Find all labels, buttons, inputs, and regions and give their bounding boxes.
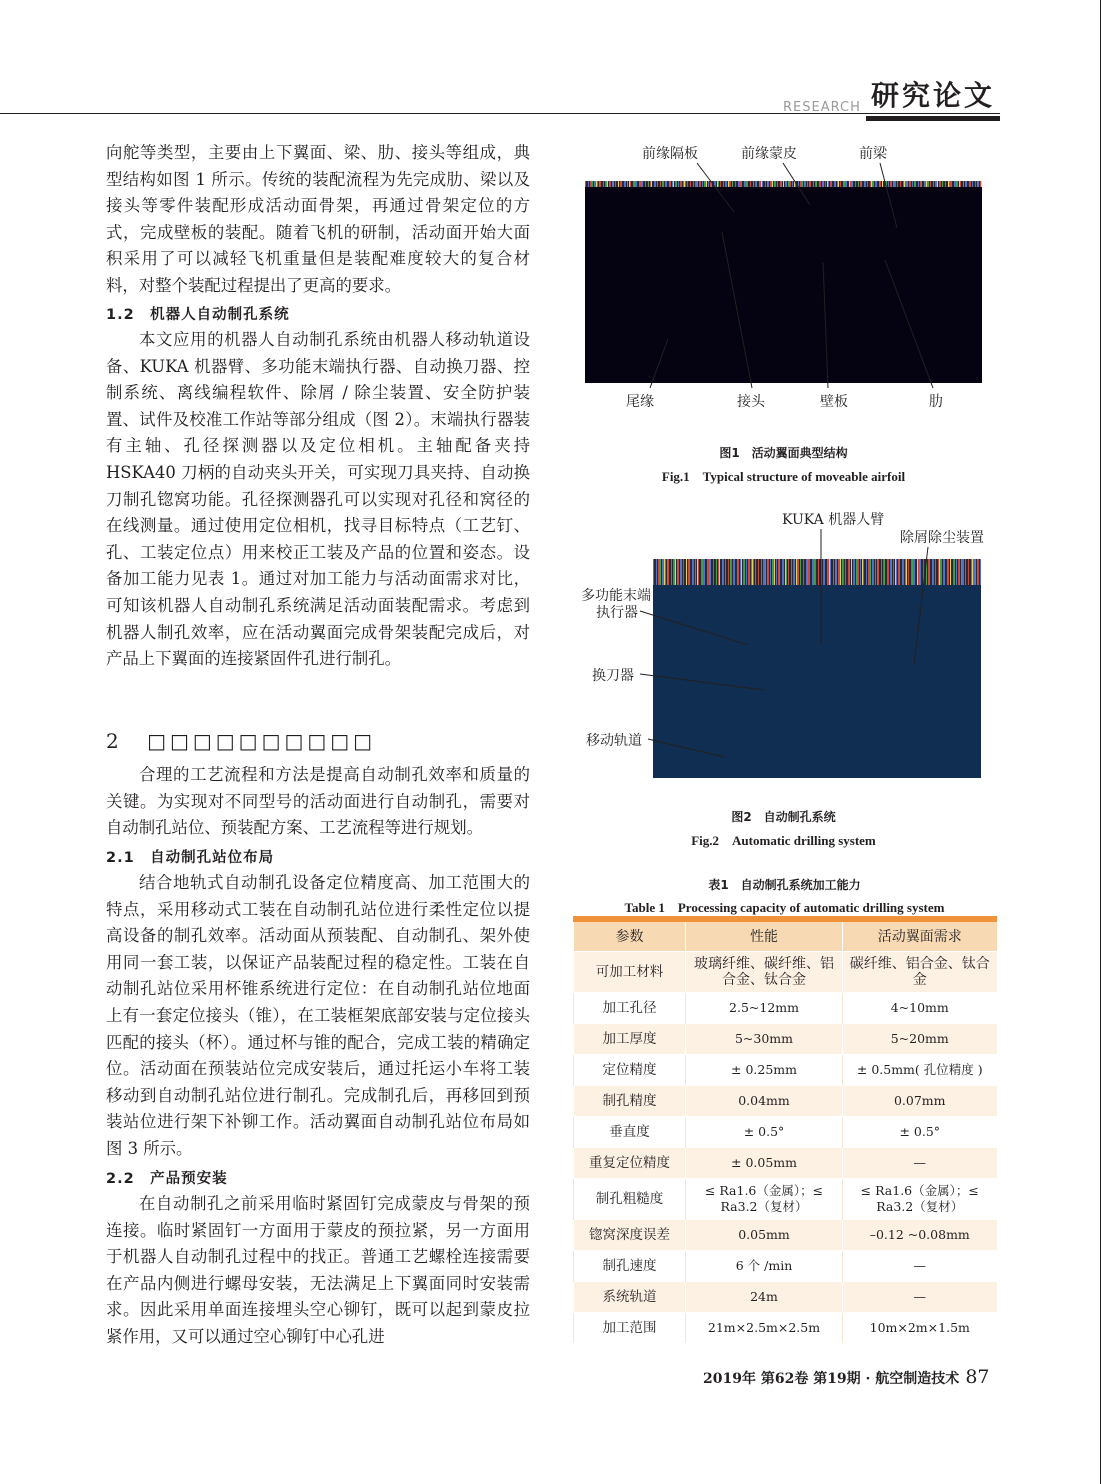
table-cell: 0.07mm [843, 1086, 997, 1117]
fig2-leader-dust [914, 547, 928, 665]
table-cell: 锪窝深度误差 [574, 1220, 686, 1251]
table1-header-requirement: 活动翼面需求 [843, 919, 997, 952]
fig2-label-tool-changer: 换刀器 [592, 668, 634, 684]
table-cell: 24m [686, 1282, 843, 1313]
fig1-label-trailing-edge: 尾缘 [626, 394, 654, 410]
table-cell: 6 个 /min [686, 1251, 843, 1282]
table-cell: 10m×2m×1.5m [843, 1313, 997, 1344]
header-research-label: RESEARCH [783, 100, 861, 115]
fig1-label-leading-edge-skin: 前缘蒙皮 [741, 146, 797, 162]
table-cell: ≤ Ra1.6（金属）；≤ Ra3.2（复材） [686, 1179, 843, 1220]
table1-header-performance: 性能 [686, 919, 843, 952]
subsection-2-2-heading: 2.2 产品预安装 [106, 1171, 228, 1187]
fig1-leader-spar [880, 163, 897, 228]
table-row [574, 1086, 997, 1117]
fig1-leader-trailing [650, 339, 668, 388]
fig1-leader-bulkhead [697, 163, 734, 212]
table-cell: — [843, 1251, 997, 1282]
table-cell: 2.5~12mm [686, 993, 843, 1024]
table-cell: ± 0.5° [686, 1117, 843, 1148]
table-cell: ≤ Ra1.6（金属）；≤ Ra3.2（复材） [843, 1179, 997, 1220]
table-cell: 4~10mm [843, 993, 997, 1024]
fig2-leader-rail [648, 739, 724, 757]
table-cell: 碳纤维、铝合金、钛合金 [843, 952, 997, 993]
fig2-label-end-effector-line2: 执行器 [596, 605, 638, 621]
table-cell: 垂直度 [574, 1117, 686, 1148]
table-cell: 定位精度 [574, 1055, 686, 1086]
fig1-caption-zh: 图1 活动翼面典型结构 [719, 446, 848, 460]
fig2-leader-effector [640, 611, 748, 645]
paragraph-3: 合理的工艺流程和方法是提高自动制孔效率和质量的关键。为实现对不同型号的活动面进行自动制孔，需要对自动制孔站位、预装配方案、工艺流程等进行规划。 [106, 765, 530, 838]
subsection-2-1-heading: 2.1 自动制孔站位布局 [106, 850, 275, 866]
table-cell: — [843, 1148, 997, 1179]
table-cell: ± 0.05mm [686, 1148, 843, 1179]
table-cell: 制孔粗糙度 [574, 1179, 686, 1220]
table1-title-en: Table 1 Processing capacity of automatic drilling system [624, 900, 945, 915]
paragraph-4: 结合地轨式自动制孔设备定位精度高、加工范围大的特点，采用移动式工装在自动制孔站位进行柔性定位以提高设备的制孔效率。活动面从预装配、自动制孔、架外使用同一套工装，以保证产品装配过程的稳定性。工装在自动制孔站位采用杯锥系统进行定位：在自动制孔站位地面上有一套定位接头（锥），在工装框架底部安装与定位接头匹配的接头（杯）。通过杯与锥的配合，完成工装的精确定位。活动面在预装站位完成安装后，通过托运小车将工装移动到自动制孔站位进行制孔。完成制孔后，再移回到预装站位进行架下补铆工作。活动翼面自动制孔站位布局如图 3 所示。 [106, 873, 530, 1158]
fig1-label-rib: 肋 [929, 394, 943, 410]
table-row [574, 1313, 997, 1344]
table-cell: 玻璃纤维、碳纤维、铝合金、钛合金 [686, 952, 843, 993]
paragraph-5: 在自动制孔之前采用临时紧固钉完成蒙皮与骨架的预连接。临时紧固钉一方面用于蒙皮的预拉紧，另一方面用于机器人自动制孔过程中的找正。普通工艺螺栓连接需要在产品内侧进行螺母安装，无法满足上下翼面同时安装需求。因此采用单面连接埋头空心铆钉，既可以起到蒙皮拉紧作用，又可以通过空心铆钉中心孔进 [106, 1194, 530, 1346]
table1-header-row [574, 919, 997, 952]
fig1-caption-en: Fig.1 Typical structure of moveable airfoil [661, 469, 906, 484]
fig1-label-joint: 接头 [737, 394, 765, 410]
table-cell: 可加工材料 [574, 952, 686, 993]
table1-header-param: 参数 [574, 919, 686, 952]
table-row [574, 1251, 997, 1282]
table-cell: –0.12 ~0.08mm [843, 1220, 997, 1251]
table-cell: ± 0.5mm( 孔位精度 ) [843, 1055, 997, 1086]
fig1-leader-rib [885, 260, 933, 388]
table-cell: — [843, 1282, 997, 1313]
table-cell: 0.05mm [686, 1220, 843, 1251]
paragraph-2: 本文应用的机器人自动制孔系统由机器人移动轨道设备、KUKA 机器臂、多功能末端执行器、自动换刀器、控制系统、离线编程软件、除屑 / 除尘装置、安全防护装置、试件及校准工作站等部分组成（图 2）。末端执行器装有主轴、孔径探测器以及定位相机。主轴配备夹持 HSKA40 刀柄的自动夹头开关，可实现刀具夹持、自动换刀制孔锪窝功能。孔径探测器孔可以实现对孔径和窝径的在线测量。通过使用定位相机，找寻目标特点（工艺钉、孔、工装定位点）用来校正工装及产品的位置和姿态。设备加工能力见表 1。通过对加工能力与活动面需求对比，可知该机器人自动制孔系统满足活动面装配需求。考虑到机器人制孔效率，应在活动翼面完成骨架装配完成后，对产品上下翼面的连接紧固件孔进行制孔。 [106, 330, 530, 669]
section-2-title: □□□□□□□□□□ [147, 729, 377, 753]
fig2-label-kuka-arm: KUKA 机器人臂 [782, 512, 885, 528]
table-cell: 0.04mm [686, 1086, 843, 1117]
fig1-label-front-spar: 前梁 [859, 146, 887, 162]
table-row [574, 1117, 997, 1148]
fig1-leader-skin [783, 163, 810, 205]
subsection-1-2-heading: 1.2 机器人自动制孔系统 [106, 307, 290, 323]
table1-title-zh: 表1 自动制孔系统加工能力 [708, 878, 861, 892]
fig1-leader-panel [823, 262, 828, 388]
table-cell: 5~20mm [843, 1024, 997, 1055]
footer-journal-info: 2019年 第62卷 第19期 · 航空制造技术 [703, 1371, 960, 1387]
fig1-leader-joint [722, 232, 752, 388]
table-cell: 制孔精度 [574, 1086, 686, 1117]
page-footer [703, 1366, 990, 1388]
table-cell: 加工范围 [574, 1313, 686, 1344]
table-cell: 系统轨道 [574, 1282, 686, 1313]
fig1-label-panel: 壁板 [820, 394, 848, 410]
fig2-caption-zh: 图2 自动制孔系统 [731, 810, 836, 824]
table-cell: ± 0.5° [843, 1117, 997, 1148]
table-row [574, 1055, 997, 1086]
table-cell: 5~30mm [686, 1024, 843, 1055]
table-row [574, 952, 997, 993]
fig2-caption-en: Fig.2 Automatic drilling system [691, 833, 876, 848]
table-row [574, 1282, 997, 1313]
section-2-number: 2 [106, 729, 123, 753]
table-row [574, 1024, 997, 1055]
fig2-label-dust-removal: 除屑除尘装置 [900, 530, 984, 546]
fig2-label-end-effector-line1: 多功能末端 [581, 588, 651, 604]
table-cell: ± 0.25mm [686, 1055, 843, 1086]
page-number: 87 [965, 1366, 990, 1388]
table-row [574, 1179, 997, 1220]
fig2-label-rail: 移动轨道 [586, 733, 642, 749]
table1 [573, 916, 997, 1343]
fig2-leader-changer [640, 674, 764, 690]
table-cell: 加工孔径 [574, 993, 686, 1024]
table-cell: 重复定位精度 [574, 1148, 686, 1179]
table-cell: 21m×2.5m×2.5m [686, 1313, 843, 1344]
header-column-title: 研究论文 [866, 80, 1000, 121]
fig1-label-leading-edge-bulkhead: 前缘隔板 [642, 146, 698, 162]
table-cell: 加工厚度 [574, 1024, 686, 1055]
table-cell: 制孔速度 [574, 1251, 686, 1282]
table-row [574, 1220, 997, 1251]
table-row [574, 993, 997, 1024]
table-row [574, 1148, 997, 1179]
paragraph-1: 向舵等类型，主要由上下翼面、梁、肋、接头等组成，典型结构如图 1 所示。传统的装配流程为先完成肋、梁以及接头等零件装配形成活动面骨架，再通过骨架定位的方式，完成壁板的装配。随着飞机的研制，活动面开始大面积采用了可以减轻飞机重量但是装配难度较大的复合材料，对整个装配过程提出了更高的要求。 [106, 143, 530, 295]
